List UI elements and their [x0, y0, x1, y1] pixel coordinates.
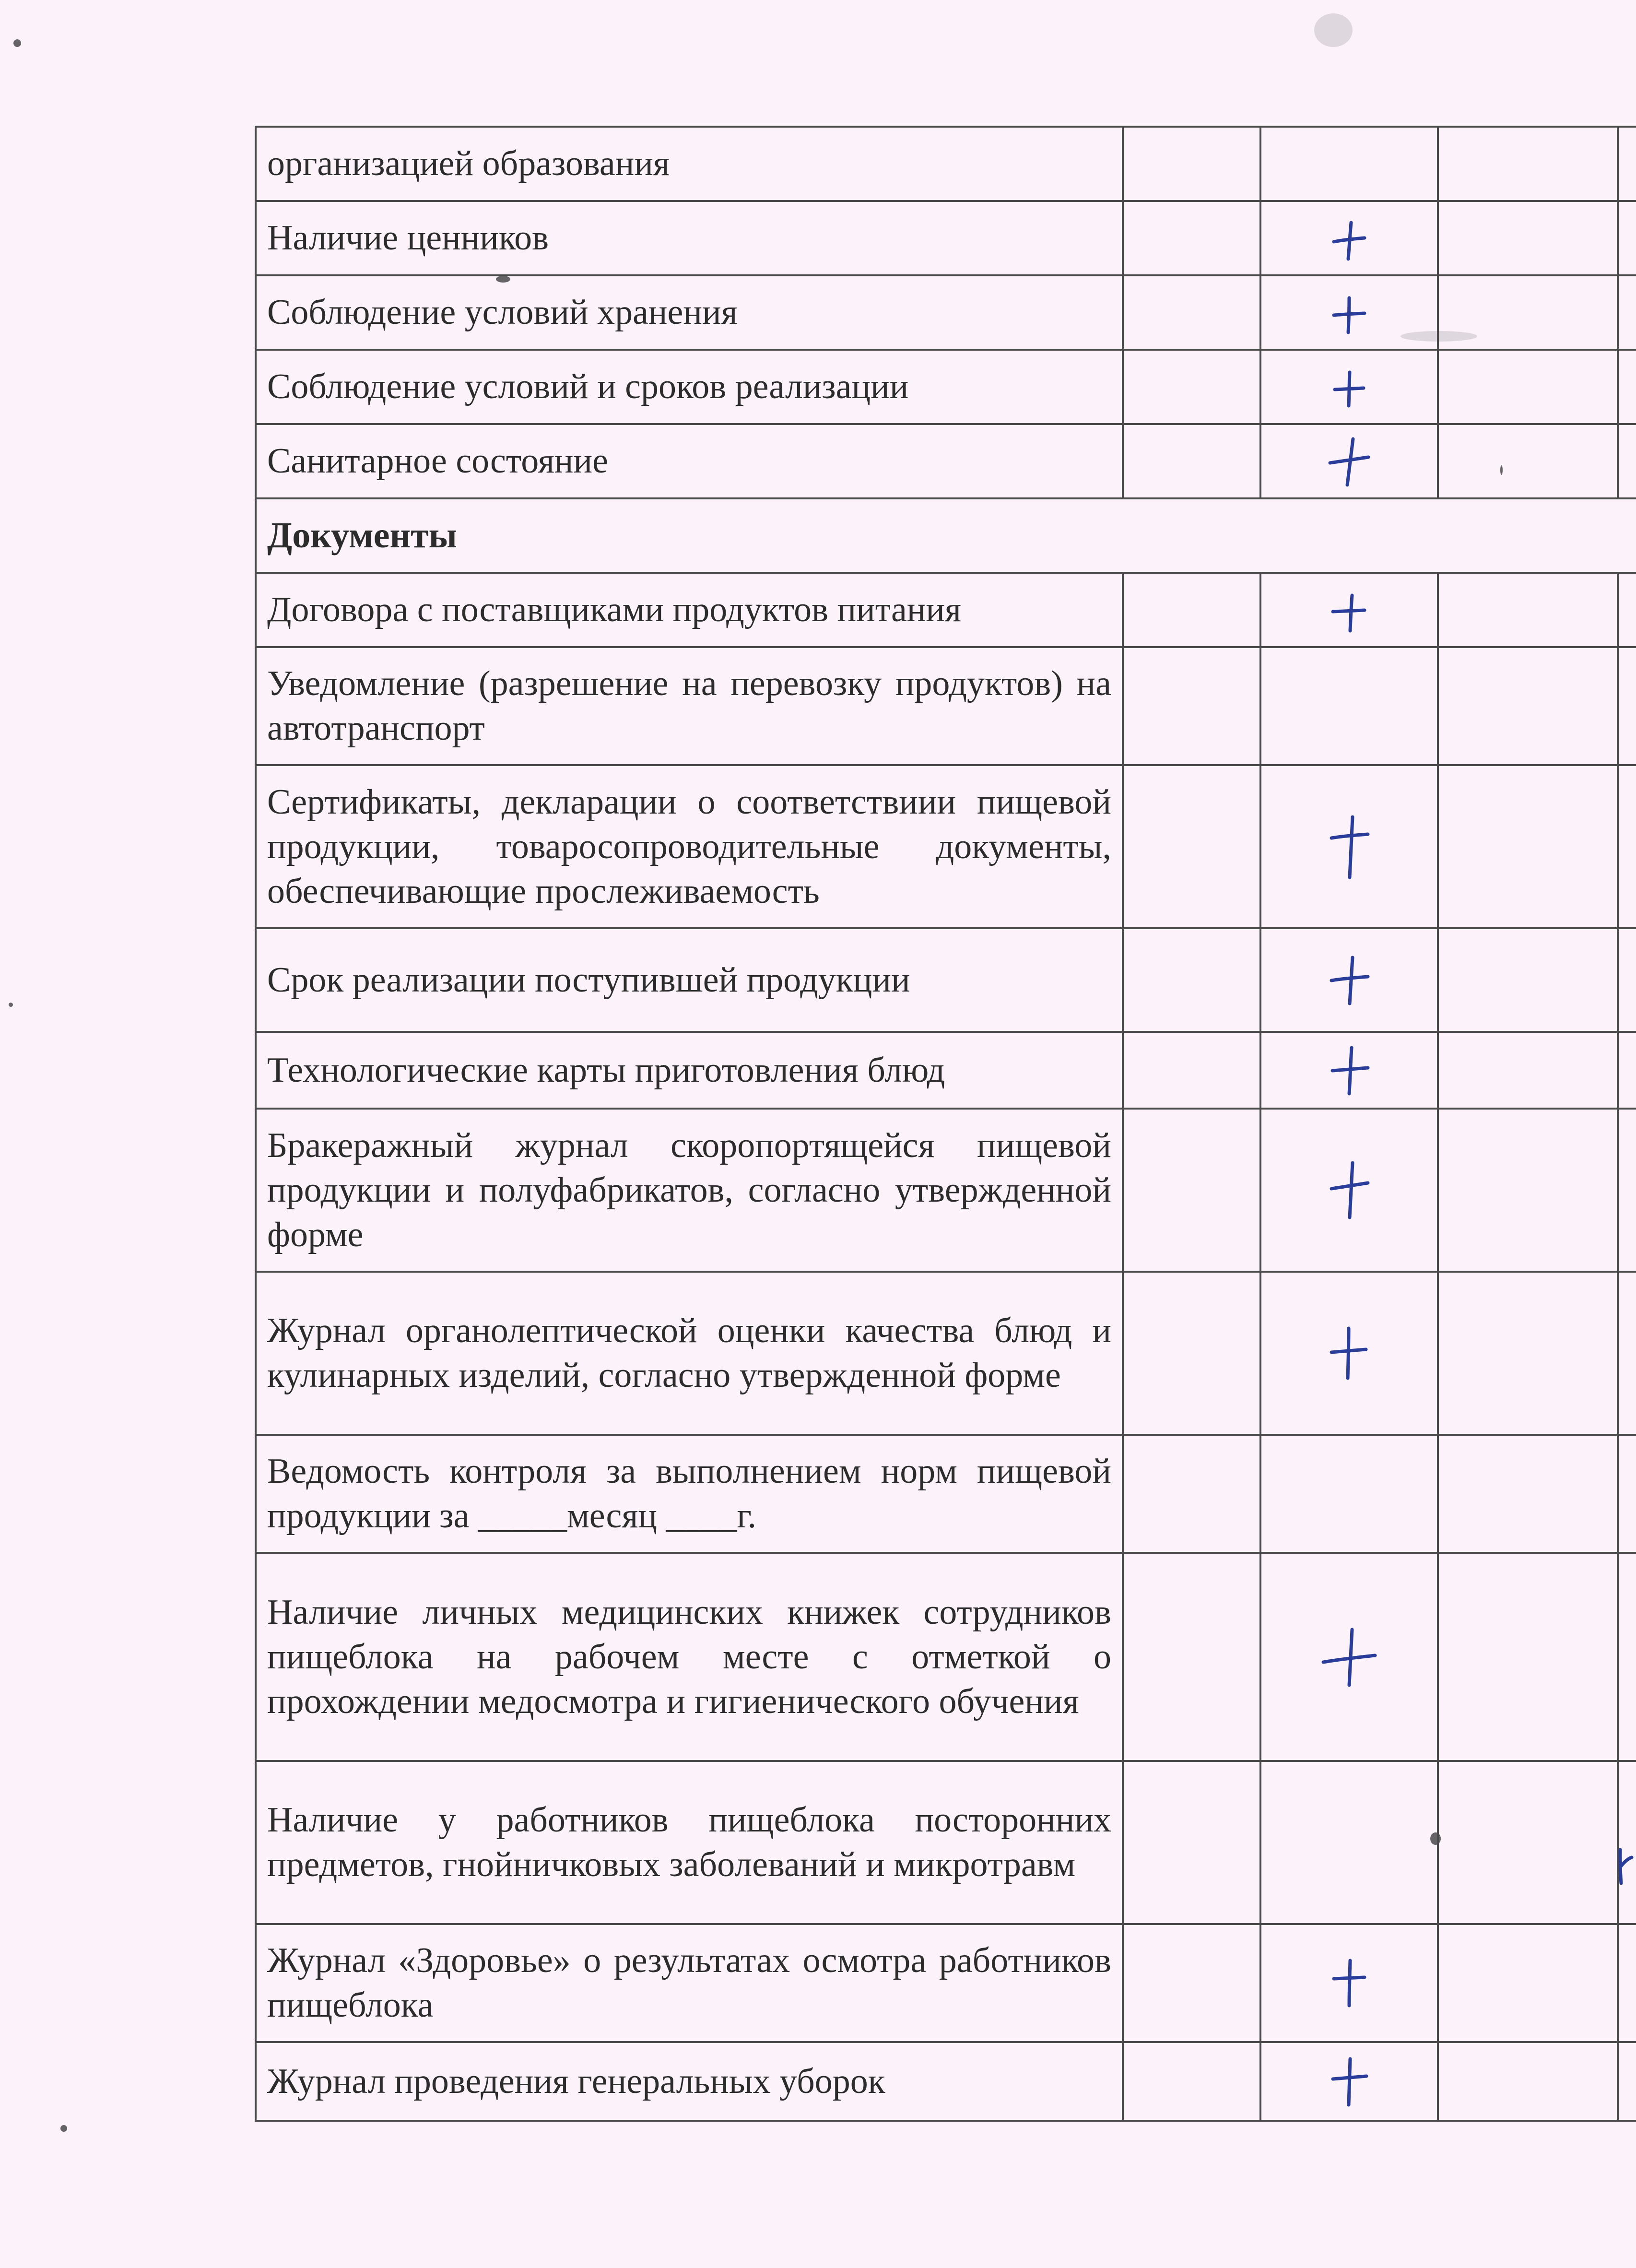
mark-cell: [1260, 1761, 1438, 1924]
handwritten-plus-mark: [1326, 435, 1372, 488]
table-row: [256, 1553, 1636, 1761]
empty-cell: [1123, 1032, 1260, 1109]
table-row: [256, 275, 1636, 350]
mark-cell: [1260, 424, 1438, 498]
row-label: Журнал проведения генеральных уборок: [256, 2042, 1123, 2121]
empty-cell: [1618, 1924, 1636, 2042]
row-label: Договора с поставщиками продуктов питания: [256, 573, 1123, 647]
table-row: [256, 1272, 1636, 1435]
handwritten-plus-mark: [1330, 367, 1368, 411]
mark-cell: [1260, 573, 1438, 647]
empty-cell: [1123, 350, 1260, 424]
mark-cell: [1260, 1553, 1438, 1761]
table-row: [256, 1109, 1636, 1272]
mark-cell: [1260, 928, 1438, 1032]
table-row: [256, 765, 1636, 928]
handwritten-plus-mark: [1328, 954, 1371, 1006]
section-heading: Документы: [256, 498, 1636, 573]
handwritten-plus-mark: [1328, 1159, 1371, 1221]
empty-cell: [1123, 1553, 1260, 1761]
empty-cell: [1123, 573, 1260, 647]
empty-cell: [1618, 127, 1636, 201]
empty-cell: [1438, 127, 1618, 201]
table-row: [256, 1032, 1636, 1109]
mark-cell: [1260, 1032, 1438, 1109]
scan-smudge: [1314, 13, 1353, 47]
empty-cell: [1123, 127, 1260, 201]
row-label: организацией образования: [256, 127, 1123, 201]
empty-cell: [1618, 1553, 1636, 1761]
empty-cell: [1123, 928, 1260, 1032]
row-label: Соблюдение условий хранения: [256, 275, 1123, 350]
empty-cell: [1618, 275, 1636, 350]
mark-cell: [1260, 201, 1438, 275]
empty-cell: [1618, 201, 1636, 275]
empty-cell: [1438, 573, 1618, 647]
empty-cell: [1618, 928, 1636, 1032]
handwritten-stroke-mark: [1617, 1847, 1634, 1885]
mark-cell: [1260, 127, 1438, 201]
table-row: [256, 1924, 1636, 2042]
row-label: Бракеражный журнал скоропортящейся пищевой продукции и полуфабрикатов, согласно утвержденной форме: [256, 1109, 1123, 1272]
row-label: Наличие личных медицинских книжек сотрудников пищеблока на рабочем месте с отметкой о прохождении медосмотра и гигиенического обучения: [256, 1553, 1123, 1761]
handwritten-plus-mark: [1330, 591, 1368, 634]
row-label: Журнал органолептической оценки качества блюд и кулинарных изделий, согласно утвержденной форме: [256, 1272, 1123, 1435]
empty-cell: [1123, 1761, 1260, 1924]
mark-cell: [1260, 2042, 1438, 2121]
empty-cell: [1438, 1553, 1618, 1761]
handwritten-plus-mark: [1330, 219, 1368, 262]
empty-cell: [1438, 424, 1618, 498]
empty-cell: [1438, 647, 1618, 765]
empty-cell: [1618, 1272, 1636, 1435]
empty-cell: [1618, 573, 1636, 647]
table-row: [256, 201, 1636, 275]
row-label: Наличие у работников пищеблока посторонних предметов, гнойничковых заболеваний и микротравм: [256, 1761, 1123, 1924]
scan-speck: [13, 39, 21, 47]
mark-cell: [1260, 1109, 1438, 1272]
row-label: Ведомость контроля за выполнением норм пищевой продукции за _____месяц ____г.: [256, 1435, 1123, 1553]
handwritten-plus-mark: [1328, 1324, 1371, 1382]
table-row: [256, 127, 1636, 201]
empty-cell: [1123, 201, 1260, 275]
handwritten-plus-mark: [1329, 2055, 1369, 2108]
row-label: Технологические карты приготовления блюд: [256, 1032, 1123, 1109]
empty-cell: [1618, 1761, 1636, 1924]
table-row: [256, 928, 1636, 1032]
empty-cell: [1438, 1924, 1618, 2042]
empty-cell: [1123, 1435, 1260, 1553]
empty-cell: [1438, 928, 1618, 1032]
handwritten-plus-mark: [1320, 1626, 1378, 1688]
handwritten-plus-mark: [1328, 813, 1371, 880]
scan-speck: [60, 2125, 67, 2132]
empty-cell: [1618, 424, 1636, 498]
empty-cell: [1123, 647, 1260, 765]
row-label: Соблюдение условий и сроков реализации: [256, 350, 1123, 424]
empty-cell: [1618, 1032, 1636, 1109]
mark-cell: [1260, 1435, 1438, 1553]
row-label: Санитарное состояние: [256, 424, 1123, 498]
empty-cell: [1618, 647, 1636, 765]
empty-cell: [1438, 1435, 1618, 1553]
empty-cell: [1123, 765, 1260, 928]
mark-cell: [1260, 275, 1438, 350]
mark-cell: [1260, 765, 1438, 928]
row-label: Наличие ценников: [256, 201, 1123, 275]
empty-cell: [1438, 765, 1618, 928]
empty-cell: [1438, 275, 1618, 350]
empty-cell: [1123, 424, 1260, 498]
empty-cell: [1123, 2042, 1260, 2121]
empty-cell: [1438, 1272, 1618, 1435]
mark-cell: [1260, 350, 1438, 424]
row-label: Срок реализации поступившей продукции: [256, 928, 1123, 1032]
empty-cell: [1618, 765, 1636, 928]
table-row: [256, 1435, 1636, 1553]
checklist-table: [255, 126, 1636, 2122]
empty-cell: [1123, 275, 1260, 350]
empty-cell: [1438, 1761, 1618, 1924]
empty-cell: [1618, 1109, 1636, 1272]
table-row: [256, 573, 1636, 647]
empty-cell: [1618, 2042, 1636, 2121]
table-row: [256, 1761, 1636, 1924]
table-row: [256, 424, 1636, 498]
table-row: [256, 647, 1636, 765]
empty-cell: [1123, 1924, 1260, 2042]
empty-cell: [1438, 1032, 1618, 1109]
table-row: [256, 350, 1636, 424]
table-row: [256, 2042, 1636, 2121]
mark-cell: [1260, 1924, 1438, 2042]
row-label: Уведомление (разрешение на перевозку продуктов) на автотранспорт: [256, 647, 1123, 765]
row-label: Сертификаты, декларации о соответствиии пищевой продукции, товаросопроводительные документы, обеспечивающие прослеживаемость: [256, 765, 1123, 928]
handwritten-plus-mark: [1330, 1957, 1368, 2009]
handwritten-plus-mark: [1328, 1044, 1371, 1097]
empty-cell: [1123, 1109, 1260, 1272]
handwritten-plus-mark: [1330, 293, 1368, 336]
empty-cell: [1618, 350, 1636, 424]
empty-cell: [1438, 350, 1618, 424]
section-row: [256, 498, 1636, 573]
mark-cell: [1260, 647, 1438, 765]
mark-cell: [1260, 1272, 1438, 1435]
row-label: Журнал «Здоровье» о результатах осмотра работников пищеблока: [256, 1924, 1123, 2042]
empty-cell: [1438, 1109, 1618, 1272]
scan-speck: [9, 1003, 13, 1007]
empty-cell: [1438, 2042, 1618, 2121]
empty-cell: [1618, 1435, 1636, 1553]
empty-cell: [1123, 1272, 1260, 1435]
empty-cell: [1438, 201, 1618, 275]
